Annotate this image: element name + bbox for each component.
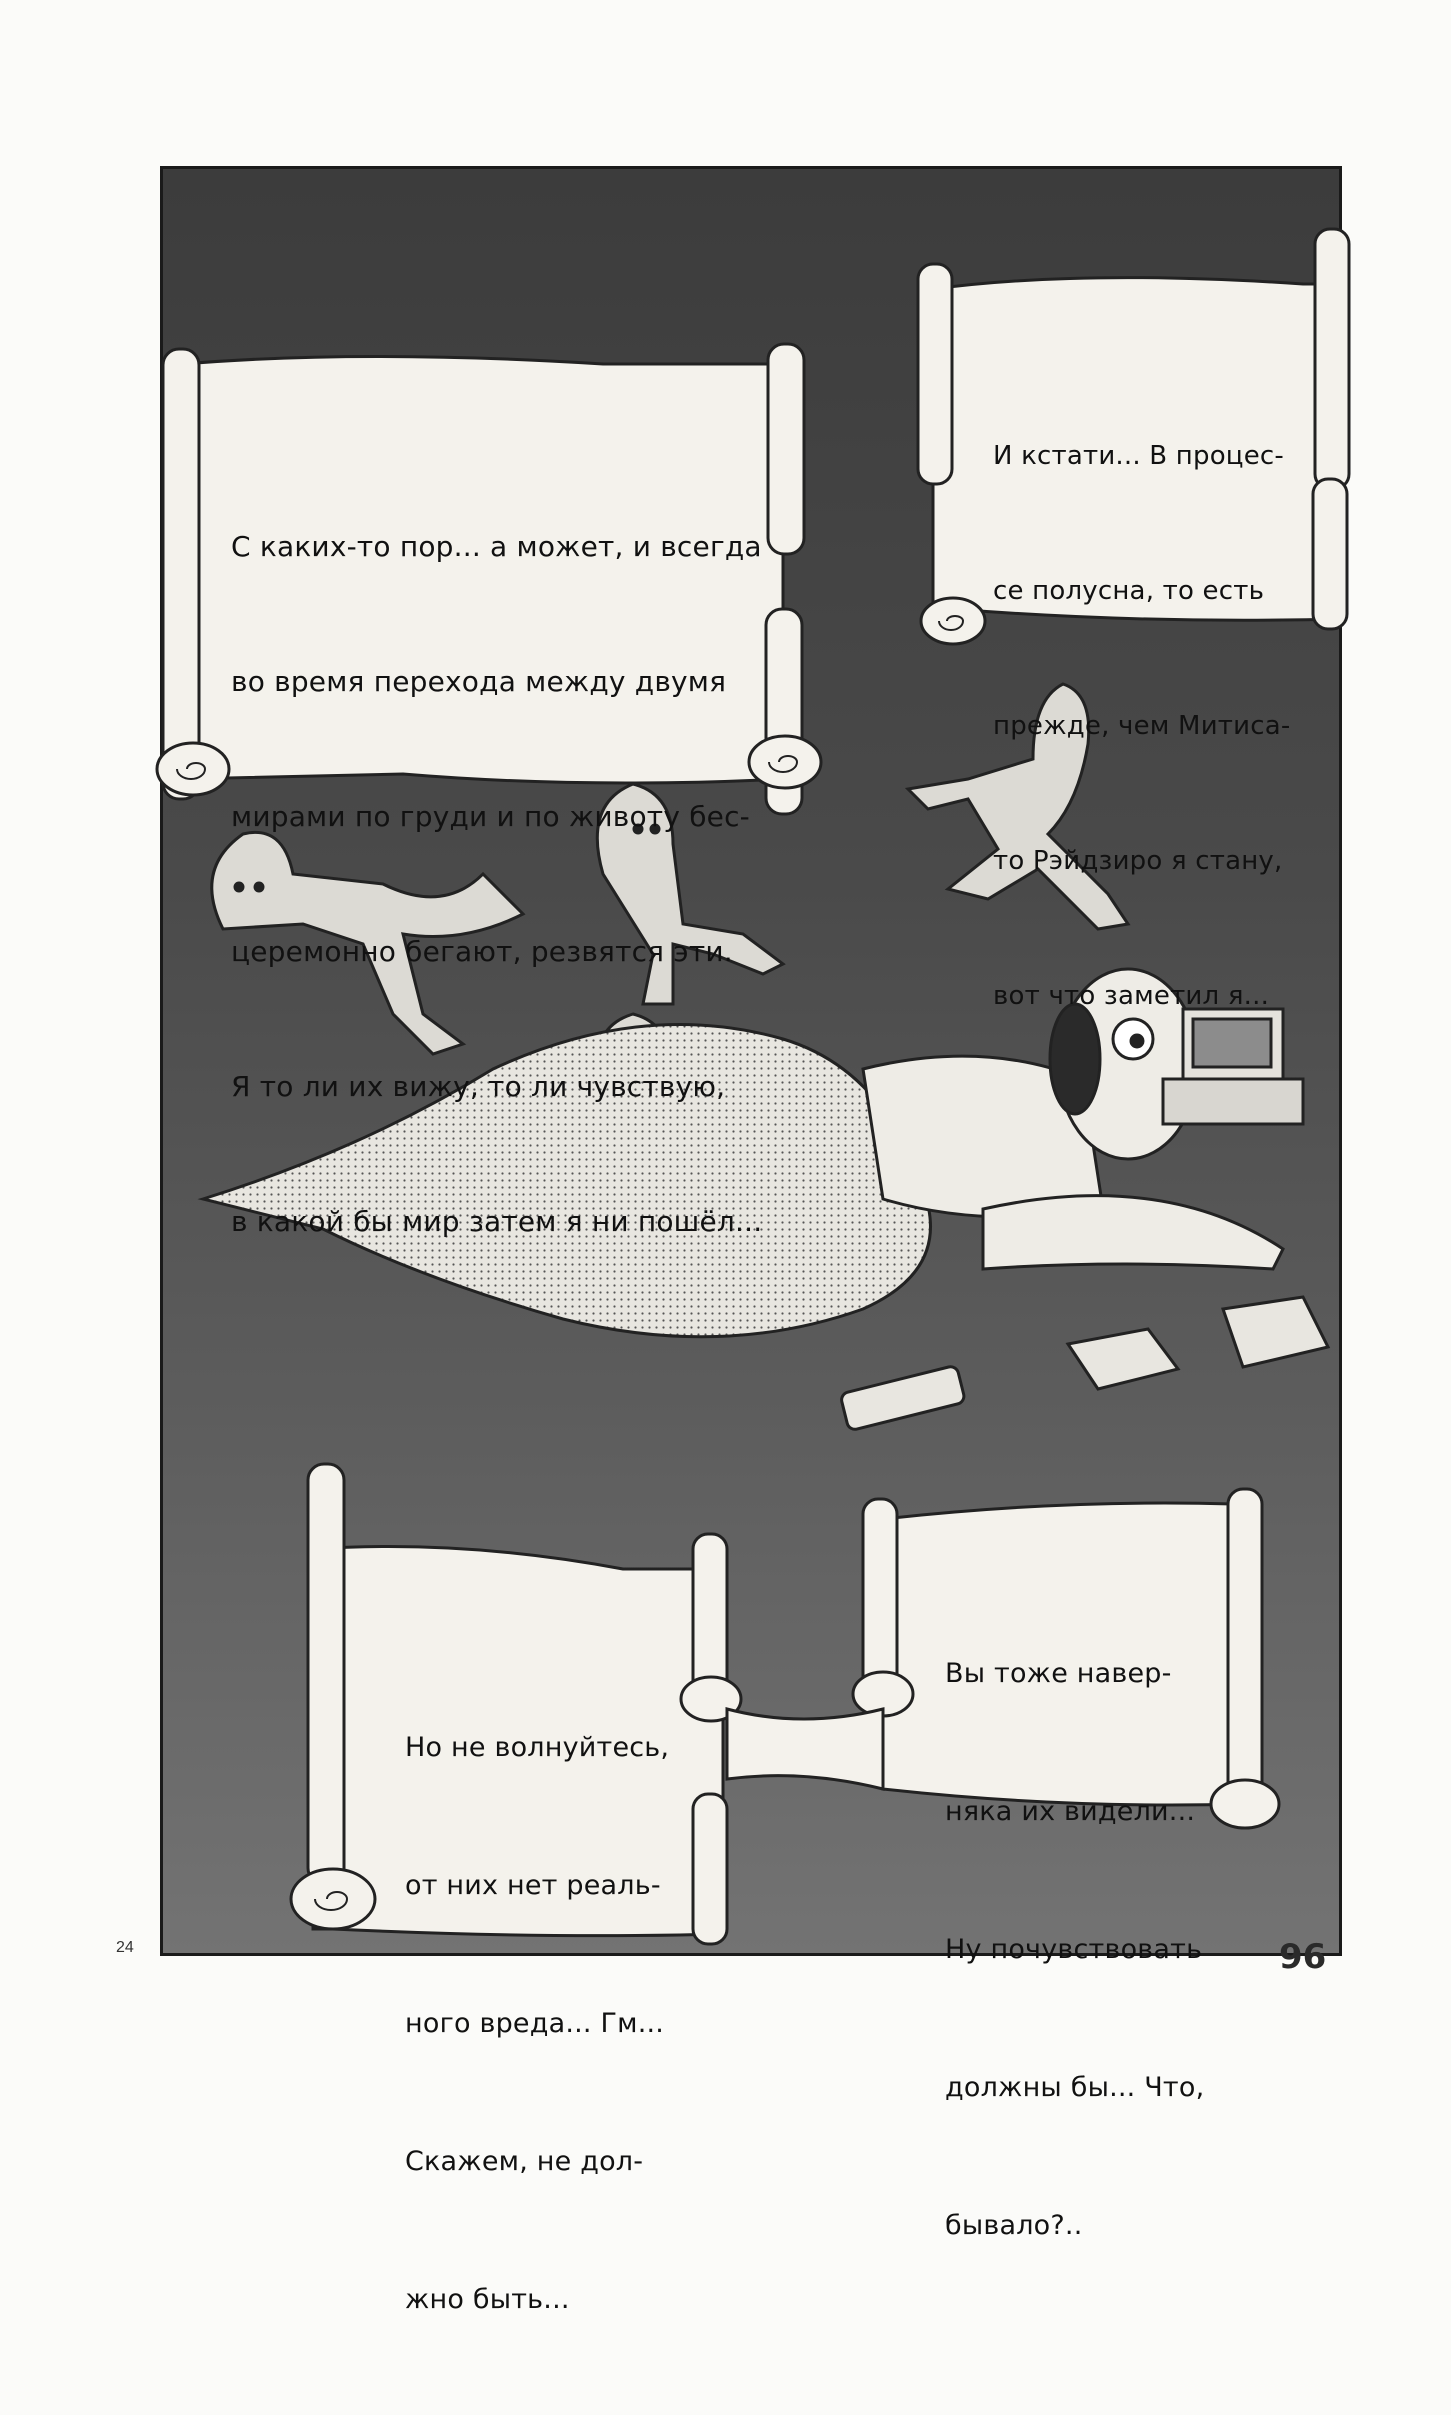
caption-line: И кстати... В процес- (993, 441, 1284, 471)
caption-line: в какой бы мир затем я ни пошёл... (231, 1205, 763, 1238)
caption-line: церемонно бегают, резвятся эти. (231, 935, 733, 968)
caption-line: се полусна, то есть (993, 576, 1265, 606)
caption-bottom-left (405, 1633, 669, 2415)
caption-line: мирами по груди и по животу бес- (231, 800, 750, 833)
caption-top-right (993, 344, 1290, 1109)
caption-line: Ну почувствовать (945, 1934, 1203, 1965)
sheet-number: 24 (116, 1939, 134, 1956)
caption-line: ного вреда... Гм... (405, 2008, 665, 2039)
floor-items (840, 1297, 1328, 1431)
caption-line: Вы тоже навер- (945, 1658, 1172, 1689)
caption-line: Но не волнуйтесь, (405, 1732, 670, 1763)
caption-line: во время перехода между двумя (231, 665, 727, 698)
caption-line: то Рэйдзиро я стану, (993, 846, 1283, 876)
caption-line: бывало?.. (945, 2210, 1083, 2241)
caption-line: няка их видели... (945, 1796, 1196, 1827)
caption-line: прежде, чем Митиса- (993, 711, 1291, 741)
caption-line: Скажем, не дол- (405, 2146, 644, 2177)
caption-line: от них нет реаль- (405, 1870, 661, 1901)
caption-line: Я то ли их вижу, то ли чувствую, (231, 1070, 726, 1103)
page-number: 96 (1279, 1937, 1327, 1977)
caption-line: вот что заметил я... (993, 981, 1270, 1011)
caption-line: должны бы... Что, (945, 2072, 1205, 2103)
caption-line: С каких-то пор... а может, и всегда (231, 530, 762, 563)
caption-bottom-right (945, 1559, 1204, 2341)
caption-line: жно быть... (405, 2284, 570, 2315)
caption-top-left (231, 434, 762, 1334)
